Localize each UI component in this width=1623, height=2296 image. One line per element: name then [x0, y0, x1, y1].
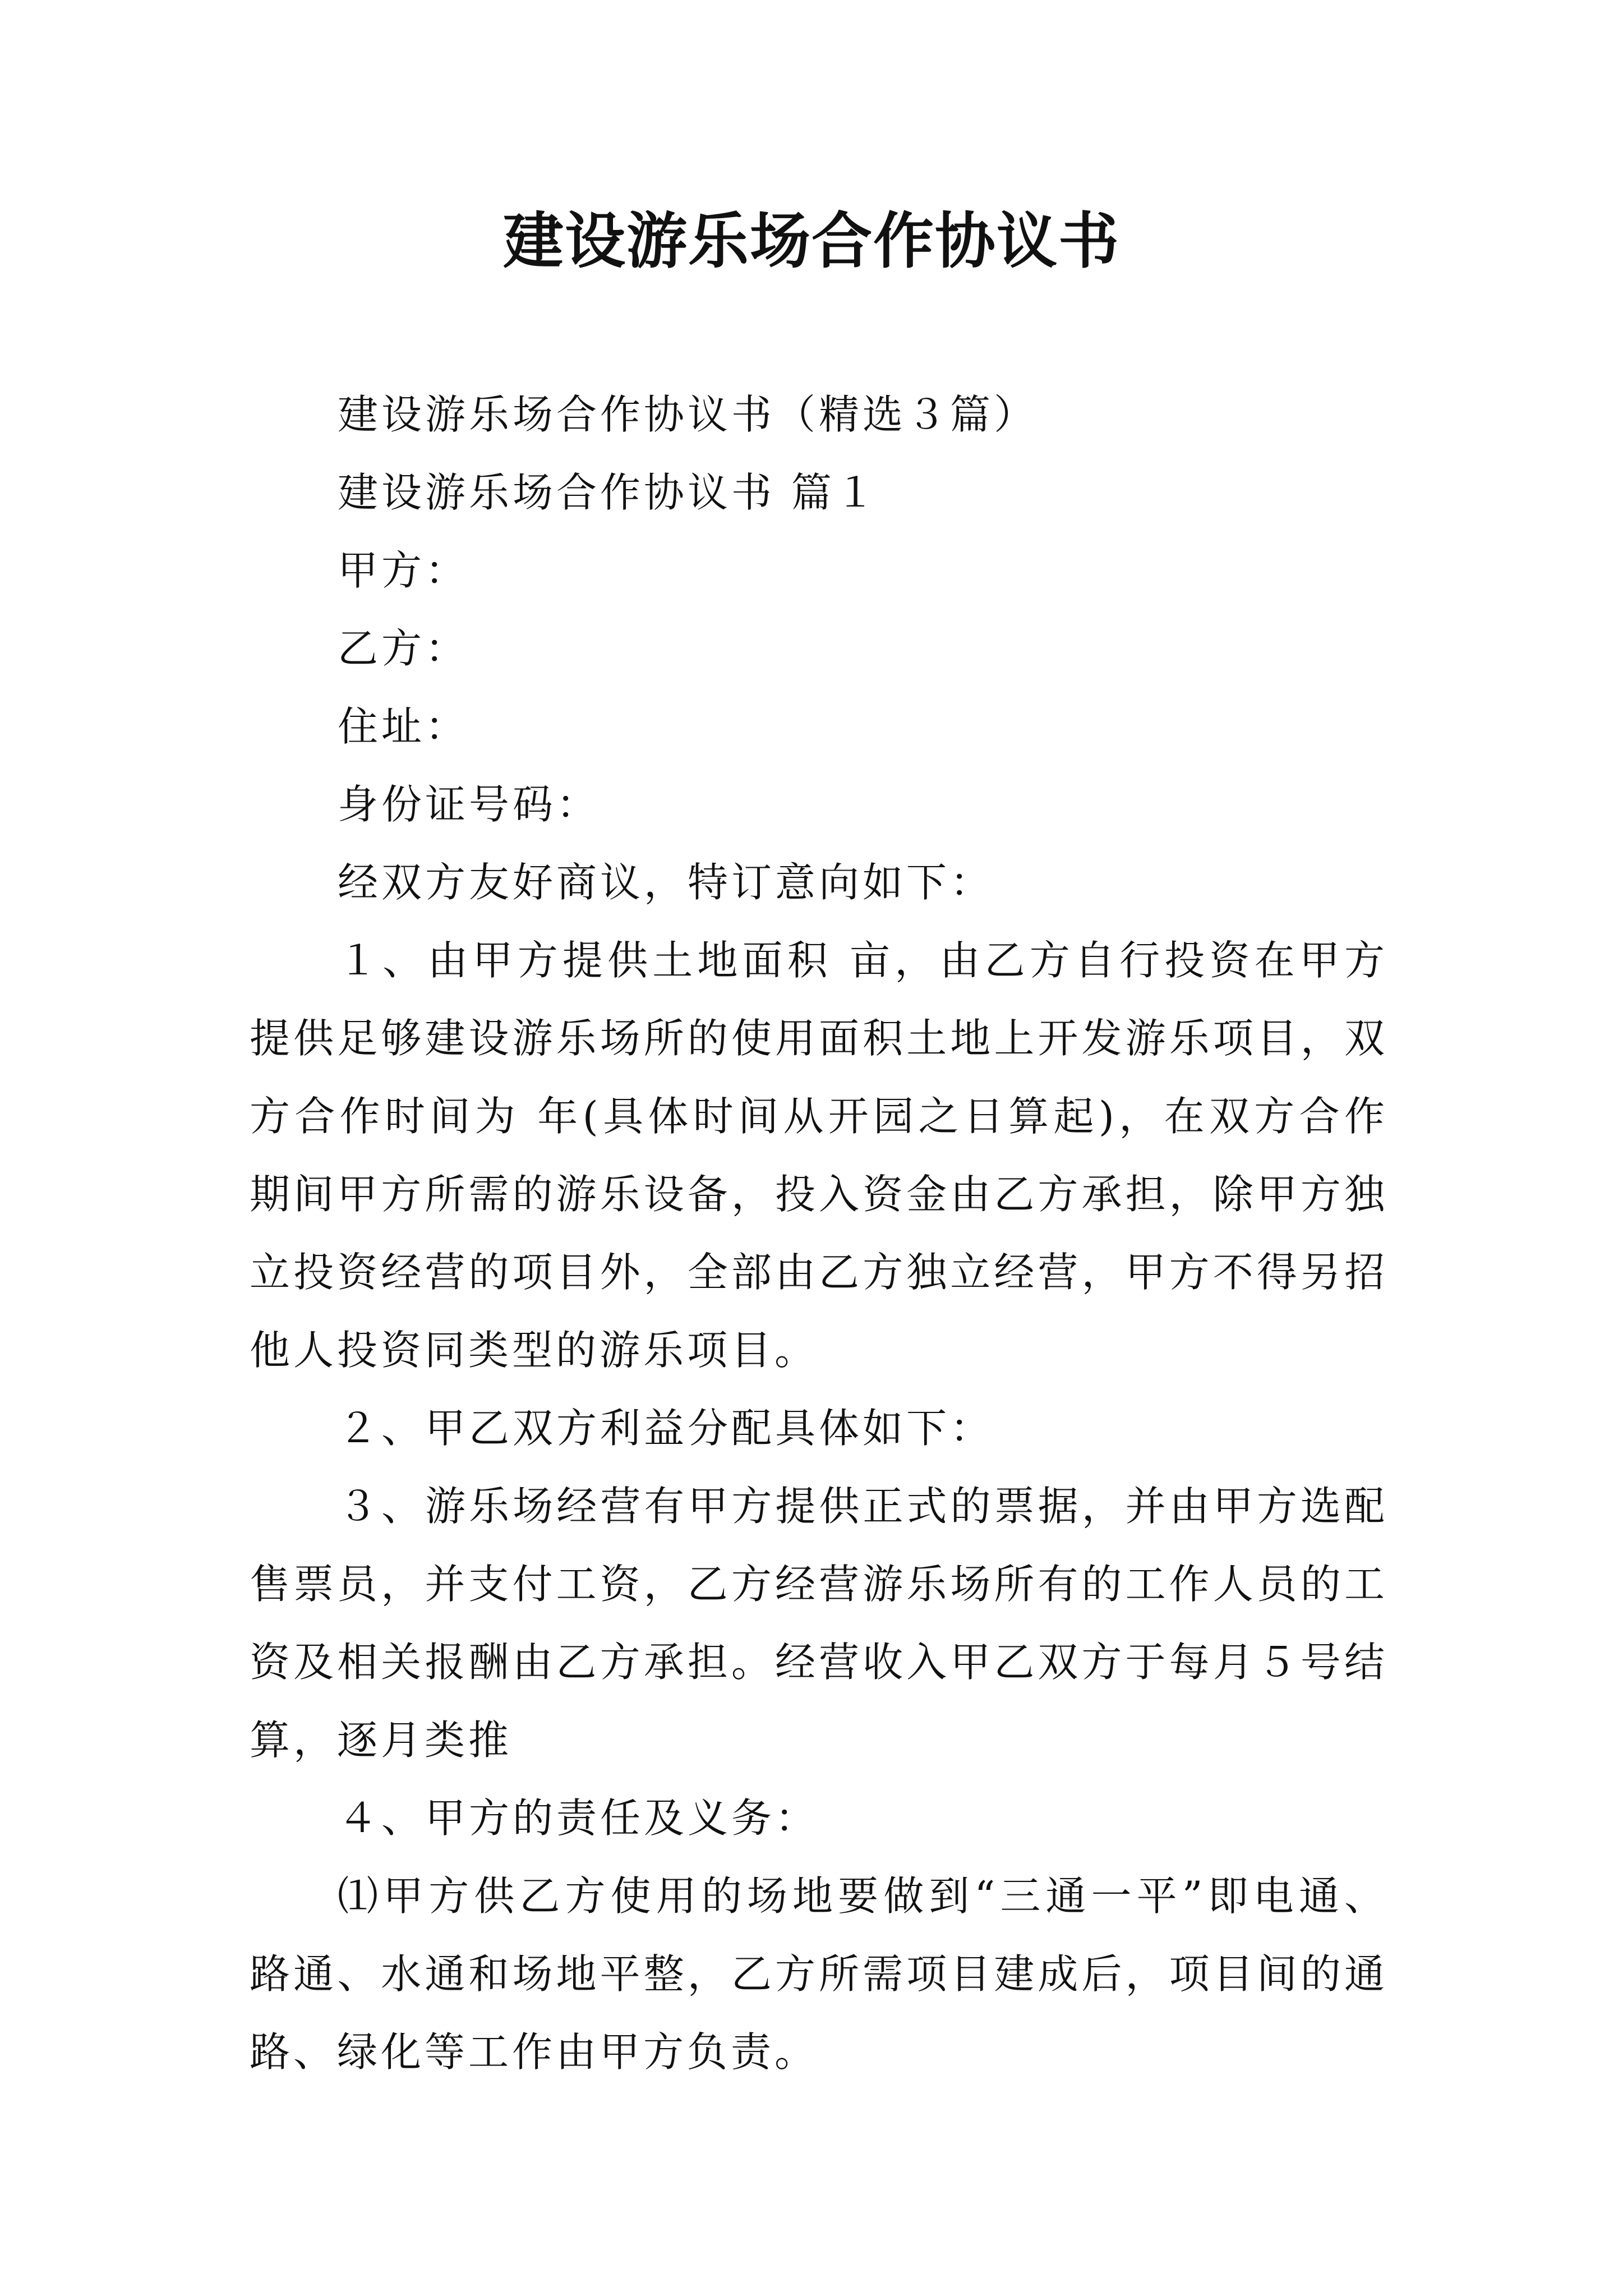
intro-paragraph: 经双方友好商议，特订意向如下： [338, 859, 994, 906]
party-b-label: 乙方： [338, 625, 469, 672]
subtitle-paragraph: 建设游乐场合作协议书（精选３篇） [338, 391, 1038, 438]
clause-4: ４、甲方的责任及义务： [338, 1795, 819, 1842]
id-number-label: 身份证号码： [338, 781, 601, 828]
clause-3: ３、游乐场经营有甲方提供正式的票据，并由甲方选配售票员，并支付工资，乙方经营游乐场所有的工作人员的工资及相关报酬由乙方承担。经营收入甲乙双方于每月５号结算，逐月类推 [250, 1483, 1388, 1764]
document-body [250, 376, 1388, 2091]
clause-4-item-1: ⑴甲方供乙方使用的场地要做到“三通一平”即电通、路通、水通和场地平整，乙方所需项目建成后，项目间的通路、绿化等工作由甲方负责。 [250, 1872, 1388, 2076]
party-a-label: 甲方： [338, 547, 469, 594]
clause-1: １、由甲方提供土地面积 亩，由乙方自行投资在甲方提供足够建设游乐场所的使用面积土地上开发游乐项目，双方合作时间为 年(具体时间从开园之日算起)，在双方合作期间甲方所需的游乐设备，投入资金由乙方承担，除甲方独立投资经营的项目外，全部由乙方独立经营，甲方不得另招他人投资同类型的游乐项目。 [250, 937, 1388, 1374]
document-title: 建设游乐场合作协议书 [502, 206, 1120, 277]
section-heading: 建设游乐场合作协议书 篇１ [338, 469, 879, 516]
address-label: 住址： [338, 703, 469, 750]
clause-2: ２、甲乙双方利益分配具体如下： [338, 1405, 994, 1452]
